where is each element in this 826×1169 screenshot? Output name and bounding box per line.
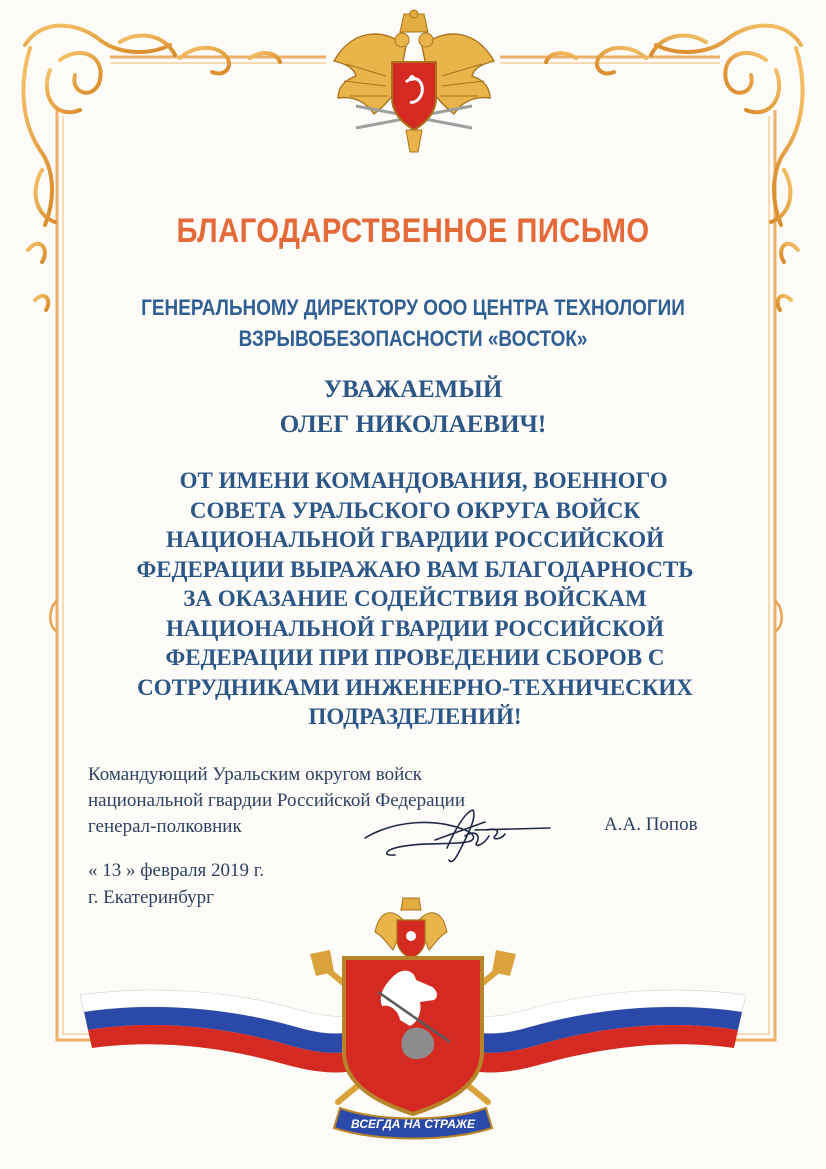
document-title: БЛАГОДАРСТВЕННОЕ ПИСЬМО (176, 212, 650, 250)
handwritten-signature (355, 800, 555, 870)
body-line: ФЕДЕРАЦИИ ПРИ ПРОВЕДЕНИИ СБОРОВ С (165, 645, 665, 670)
body-line: ФЕДЕРАЦИИ ВЫРАЖАЮ ВАМ БЛАГОДАРНОСТЬ (136, 556, 694, 582)
date: « 13 » февраля 2019 г. (88, 860, 265, 881)
body-line: ЗА ОКАЗАНИЕ СОДЕЙСТВИЯ ВОЙСКАМ (183, 586, 647, 611)
addressee-line: ВЗРЫВОБЕЗОПАСНОСТИ «ВОСТОК» (238, 326, 588, 351)
motto-ribbon-text: ВСЕГДА НА СТРАЖЕ (350, 1117, 476, 1131)
national-guard-eagle-emblem-icon (326, 6, 502, 166)
body-line: ПОДРАЗДЕЛЕНИЙ! (308, 704, 522, 729)
corner-ornament-top-left (23, 26, 280, 310)
salutation-line: УВАЖАЕМЫЙ (323, 376, 503, 403)
corner-ornament-top-right (546, 26, 803, 310)
body-line: ОТ ИМЕНИ КОМАНДОВАНИЯ, ВОЕННОГО (162, 468, 668, 493)
signer-name: А.А. Попов (604, 814, 698, 835)
signer-position-line: генерал-полковник (88, 816, 242, 837)
letter-body (70, 466, 760, 732)
signer-position-line: Командующий Уральским округом войск (88, 764, 422, 785)
city: г. Екатеринбург (88, 887, 214, 908)
body-line: НАЦИОНАЛЬНОЙ ГВАРДИИ РОССИЙСКОЙ (165, 615, 665, 641)
body-line: СОВЕТА УРАЛЬСКОГО ОКРУГА ВОЙСК (189, 497, 641, 523)
addressee-line: ГЕНЕРАЛЬНОМУ ДИРЕКТОРУ ООО ЦЕНТРА ТЕХНОЛОГИИ (141, 295, 685, 320)
signer-position-line: национальной гвардии Российской Федерации (88, 790, 466, 811)
body-line: НАЦИОНАЛЬНОЙ ГВАРДИИ РОССИЙСКОЙ (165, 527, 665, 552)
body-line: СОТРУДНИКАМИ ИНЖЕНЕРНО-ТЕХНИЧЕСКИХ (137, 674, 693, 700)
salutation (0, 372, 826, 442)
addressee-block (58, 292, 768, 354)
salutation-line: ОЛЕГ НИКОЛАЕВИЧ! (279, 411, 547, 438)
ural-district-coat-of-arms-icon (78, 892, 748, 1142)
